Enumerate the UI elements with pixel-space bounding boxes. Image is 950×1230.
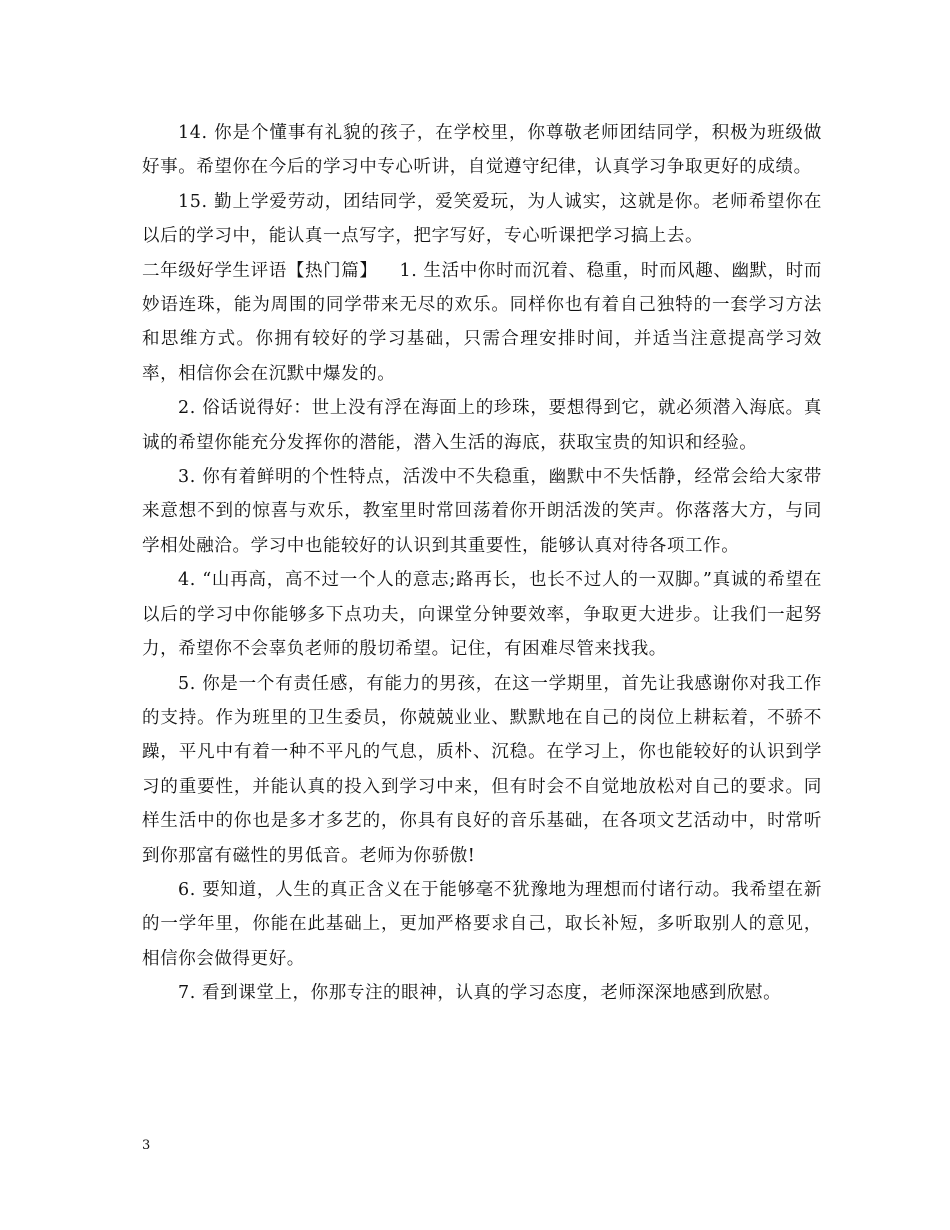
paragraph-2: 2. 俗话说得好：世上没有浮在海面上的珍珠，要想得到它，就必须潜入海底。真诚的希望你能充分发挥你的潜能，潜入生活的海底，获取宝贵的知识和经验。 [142, 398, 822, 453]
paragraph-14: 14. 你是个懂事有礼貌的孩子，在学校里，你尊敬老师团结同学，积极为班级做好事。希望你在今后的学习中专心听讲，自觉遵守纪律，认真学习争取更好的成绩。 [142, 123, 822, 178]
paragraph-3: 3. 你有着鲜明的个性特点，活泼中不失稳重，幽默中不失恬静，经常会给大家带来意想不到的惊喜与欢乐，教室里时常回荡着你开朗活泼的笑声。你落落大方，与同学相处融洽。学习中也能较好的认识到其重要性，能够认真对待各项工作。 [142, 467, 822, 556]
paragraph-5: 5. 你是一个有责任感，有能力的男孩，在这一学期里，首先让我感谢你对我工作的支持。作为班里的卫生委员，你兢兢业业、默默地在自己的岗位上耕耘着，不骄不躁，平凡中有着一种不平凡的气息，质朴、沉稳。在学习上，你也能较好的认识到学习的重要性，并能认真的投入到学习中来，但有时会不自觉地放松对自己的要求。同样生活中的你也是多才多艺的，你具有良好的音乐基础，在各项文艺活动中，时常听到你那富有磁性的男低音。老师为你骄傲! [142, 673, 822, 866]
page-number: 3 [142, 1138, 151, 1153]
paragraph-1: 1. 生活中你时而沉着、稳重，时而风趣、幽默，时而妙语连珠，能为周围的同学带来无尽的欢乐。同样你也有着自己独特的一套学习方法和思维方式。你拥有较好的学习基础，只需合理安排时间，并适当注意提高学习效率，相信你会在沉默中爆发的。 [142, 260, 822, 384]
document-body [142, 116, 822, 1011]
paragraph-7: 7. 看到课堂上，你那专注的眼神，认真的学习态度，老师深深地感到欣慰。 [178, 983, 782, 1004]
section-heading: 二年级好学生评语【热门篇】 [142, 260, 378, 281]
paragraph-6: 6. 要知道，人生的真正含义在于能够毫不犹豫地为理想而付诸行动。我希望在新的一学年里，你能在此基础上，更加严格要求自己，取长补短，多听取别人的意见，相信你会做得更好。 [142, 879, 822, 969]
paragraph-15: 15. 勤上学爱劳动，团结同学，爱笑爱玩，为人诚实，这就是你。老师希望你在以后的学习中，能认真一点写字，把字写好，专心听课把学习搞上去。 [142, 191, 822, 247]
paragraph-4: 4. “山再高，高不过一个人的意志;路再长，也长不过人的一双脚。”真诚的希望在以后的学习中你能够多下点功夫，向课堂分钟要效率，争取更大进步。让我们一起努力，希望你不会辜负老师的殷切希望。记住，有困难尽管来找我。 [142, 570, 822, 660]
section-heading-paragraph [142, 254, 822, 392]
